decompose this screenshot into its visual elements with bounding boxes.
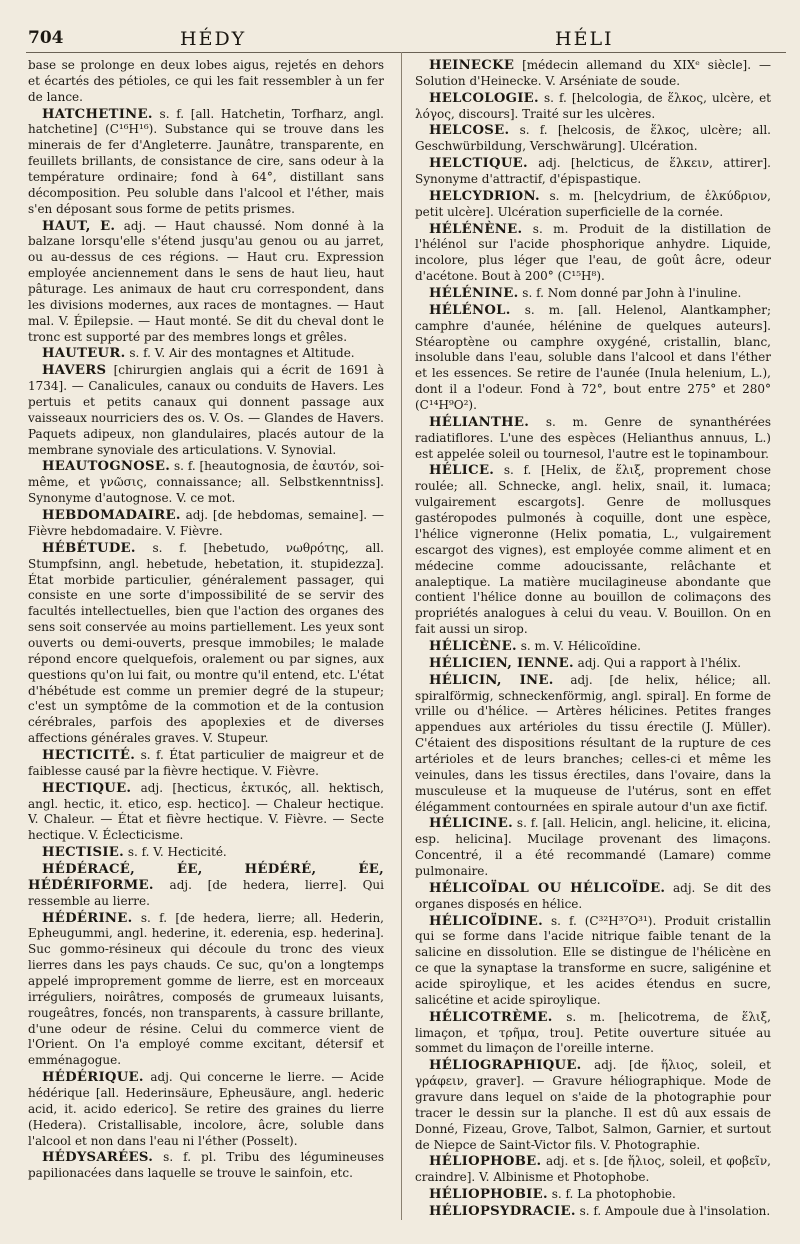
dictionary-entry <box>28 363 384 458</box>
right-column <box>415 58 771 1228</box>
left-running-head: HÉDY <box>180 28 247 50</box>
dictionary-entry <box>415 1154 771 1186</box>
dictionary-entry <box>28 107 384 218</box>
entry-headword: HÉLIOPHOBIE. <box>429 1187 548 1203</box>
entry-headword: HAUTEUR. <box>42 346 126 362</box>
dictionary-entry <box>28 911 384 1070</box>
entry-definition: adj. [hecticus, ἑκτικός, all. hektisch, angl. hectic, it. etico, esp. hectico]. — Chaleur hectique. V. Chaleur. — État et fièvre hectique. V. Fièvre. — Secte hectique. V. Éclecticisme. <box>28 780 384 843</box>
entry-definition: s. m. V. Hélicoïdine. <box>520 638 641 653</box>
dictionary-entry <box>415 415 771 463</box>
entry-definition: adj. [de helix, hélice; all. spiralförmig, schneckenförmig, angl. spiral]. En forme de vrille ou d'hélice. — Artères hélicines. Petites franges appendues aux artérioles du tissu érectile (J. Müller). C'étaient des dispositions résultant de la rupture de ces artérioles et de leurs branches; celles-ci et même les veinules, dans les tissus érectiles, dans l'ovaire, dans la musculeuse et la muqueuse de l'utérus, sont en effet élégamment contournées en spirale autour d'un axe fictif. <box>415 672 771 814</box>
right-running-head: HÉLI <box>555 28 614 50</box>
entry-headword: HECTICITÉ. <box>42 747 136 763</box>
entry-definition: s. f. [helcosis, de ἕλκος, ulcère; all. Geschwürbildung, Verschwärung]. Ulcération. <box>415 123 771 154</box>
entry-definition: adj. et s. [de ἥλιος, soleil, et φοβεῖν, craindre]. V. Albinisme et Photophobe. <box>415 1154 771 1185</box>
entry-headword: HÉLÉNINE. <box>429 286 519 302</box>
dictionary-entry <box>415 1010 771 1058</box>
entry-definition: s. f. V. Air des montagnes et Altitude. <box>129 346 355 361</box>
entry-headword: HEBDOMADAIRE. <box>42 508 181 524</box>
dictionary-entry <box>415 914 771 1009</box>
entry-definition: s. f. Nom donné par John à l'inuline. <box>522 286 742 301</box>
dictionary-entry <box>415 303 771 414</box>
entry-headword: HEINECKE <box>429 58 515 73</box>
entry-definition: [chirurgien anglais qui a écrit de 1691 à 1734]. — Canalicules, canaux ou conduits de Havers. Les pertuis et petits canaux qui donnent passage aux vaisseaux nourriciers des os. V. Os. — Glandes de Havers. Paquets adipeux, non glandulaires, placés autour de la membrane synoviale des articulations. V. Synovial. <box>28 363 384 457</box>
entry-definition: s. f. [heautognosia, de ἑαυτόν, soi-même, et γνῶσις, connaissance; all. Selbstkenntniss]. Synonyme d'autognose. V. ce mot. <box>28 459 384 506</box>
entry-definition: adj. [de hebdomas, semaine]. — Fièvre hebdomadaire. V. Fièvre. <box>28 508 384 538</box>
entry-headword: HÉLICOÏDAL OU HÉLICOÏDE. <box>429 880 666 896</box>
dictionary-entry <box>415 463 771 637</box>
dictionary-entry <box>28 508 384 540</box>
dictionary-entry <box>415 123 771 155</box>
entry-definition: adj. Qui a rapport à l'hélix. <box>577 655 742 670</box>
left-column <box>28 58 384 1228</box>
entry-headword: HÉLICOTRÈME. <box>429 1009 553 1025</box>
entry-headword: HÉLIOPHOBE. <box>429 1154 542 1170</box>
entry-definition: adj. — Haut chaussé. Nom donné à la balzane lorsqu'elle s'étend jusqu'au genou ou au jarret, ou au-dessus de ces régions. — Haut cru. Expression employée anciennement dans le sens de haut lieu, haut pâturage. Les animaux de haut cru correspondent, dans les divisions modernes, aux races de montagnes. — Haut mal. V. Épilepsie. — Haut monté. Se dit du cheval dont le tronc est supporté par des membres longs et grêles. <box>28 218 384 344</box>
entry-headword: HELCYDRION. <box>429 188 540 204</box>
entry-headword: HAVERS <box>42 363 107 379</box>
entry-definition: s. f. pl. Tribu des légumineuses papilionacées dans laquelle se trouve le sainfoin, etc. <box>28 1150 384 1181</box>
dictionary-entry <box>415 58 771 90</box>
entry-definition: adj. [helcticus, de ἕλκειν, attirer]. Synonyme d'attractif, d'épispastique. <box>415 156 771 187</box>
entry-definition: s. m. Produit de la distillation de l'hélénol sur l'acide phosphorique anhydre. Liquide, incolore, plus léger que l'eau, de goût âcre, odeur d'acétone. Bout à 200° (C¹⁵H⁸). <box>415 221 771 284</box>
entry-definition: adj. [de hedera, lierre]. Qui ressemble au lierre. <box>28 877 384 908</box>
dictionary-entry <box>415 1187 771 1203</box>
entry-headword: HELCOSE. <box>429 123 510 139</box>
entry-definition: s. m. [helcydrium, de ἑλκύδριον, petit ulcère]. Ulcération superficielle de la cornée. <box>415 188 771 219</box>
dictionary-entry <box>415 156 771 188</box>
entry-definition: s. f. [Helix, de ἕλιξ, proprement chose roulée; all. Schnecke, angl. helix, snail, it. lumaca; vulgairement escargots]. Genre de mollusques gastéropodes pulmonés à coquille, dont une espèce, l'hélice vigneronne (Helix pomatia, L., vulgairement escargot des vignes), est employée comme aliment et en médecine comme adoucissante, relâchante et analeptique. La matière mucilagineuse abondante que contient l'hélice donne au bouillon de colimaçons des propriétés analogues à celui du veau. V. Bouillon. On en fait aussi un sirop. <box>415 463 771 637</box>
entry-headword: HÉLICÈNE. <box>429 638 517 654</box>
entry-headword: HÉLIOPSYDRACIE. <box>429 1204 576 1220</box>
entry-definition: adj. Se dit des organes disposés en hélice. <box>415 880 771 911</box>
entry-headword: HELCTIQUE. <box>429 156 528 172</box>
entry-definition: s. f. [all. Hatchetin, Torfharz, angl. hatchetine] (C¹⁶H¹⁶). Substance qui se trouve dans les minerais de fer d'Angleterre. Jaunâtre, transparente, en feuillets brillants, de consistance de cire, sans odeur à la température ordinaire; fond à 64°, distillant sans décomposition. Peu soluble dans l'alcool et l'éther, mais s'en déposant sous forme de petits prismes. <box>28 106 384 216</box>
entry-headword: HÉLIOGRAPHIQUE. <box>429 1058 582 1074</box>
entry-headword: HEAUTOGNOSE. <box>42 459 171 475</box>
entry-definition: s. f. [hebetudo, νωθρότης, all. Stumpfsinn, angl. hebetude, hebetation, it. stupidezza]. État morbide particulier, généralement passager, qui consiste en une sorte d'impossibilité de se servir des facultés intellectuelles, bien que l'action des organes des sens soit conservée au moins partiellement. Les yeux sont ouverts ou demi-ouverts, presque immobiles; le malade répond encore quelquefois, oralement ou par signes, aux questions qu'on lui fait, ou montre qu'il entend, etc. L'état d'hébétude est comme un premier degré de la stupeur; c'est un symptôme de la commotion et de la contusion cérébrales, parfois des apoplexies et de diverses affections générales graves. V. Stupeur. <box>28 540 384 746</box>
dictionary-entry <box>415 189 771 221</box>
dictionary-entry <box>28 845 384 861</box>
entry-headword: HAUT, E. <box>42 218 116 234</box>
entry-headword: HÉDÉRIQUE. <box>42 1070 144 1086</box>
column-divider <box>401 52 402 1220</box>
entry-headword: HÉLICIN, INE. <box>429 672 554 688</box>
dictionary-entry <box>415 656 771 672</box>
entry-definition: adj. [de ἥλιος, soleil, et γράφειν, graver]. — Gravure héliographique. Mode de gravure dans lequel on s'aide de la photographie pour tracer le dessin sur la planche. Il est dû aux essais de Donné, Fizeau, Grove, Talbot, Salmon, Garnier, et surtout de Niepce de Saint-Victor fils. V. Photographie. <box>415 1058 771 1152</box>
entry-definition: base se prolonge en deux lobes aigus, rejetés en dehors et écartés des pétioles, ce qui les fait ressembler à un fer de lance. <box>28 58 384 104</box>
dictionary-entry <box>28 748 384 780</box>
entry-headword: HÉBÉTUDE. <box>42 540 136 556</box>
header-rule <box>26 52 786 53</box>
dictionary-entry <box>28 58 384 106</box>
dictionary-entry <box>28 1150 384 1182</box>
dictionary-entry <box>415 91 771 123</box>
entry-headword: HÉLIANTHE. <box>429 414 530 430</box>
dictionary-entry <box>415 222 771 285</box>
entry-headword: HELCOLOGIE. <box>429 90 539 106</box>
dictionary-entry <box>28 459 384 507</box>
entry-definition: s. m. [helicotrema, de ἕλιξ, limaçon, et τρῆμα, trou]. Petite ouverture située au sommet du limaçon de l'oreille interne. <box>415 1009 771 1056</box>
entry-headword: HECTIQUE. <box>42 780 132 796</box>
entry-headword: HÉLÉNÈNE. <box>429 221 523 237</box>
dictionary-entry <box>28 346 384 362</box>
dictionary-entry <box>415 1058 771 1153</box>
dictionary-entry <box>28 1070 384 1149</box>
entry-definition: s. m. Genre de synanthérées radiatiflores. L'une des espèces (Helianthus annuus, L.) est appelée soleil ou tournesol, l'autre est le topinambour. <box>415 414 771 461</box>
dictionary-entry <box>415 1204 771 1220</box>
entry-headword: HÉLICOÏDINE. <box>429 913 544 929</box>
dictionary-entry <box>28 541 384 747</box>
entry-definition: s. f. État particulier de maigreur et de faiblesse causé par la fièvre hectique. V. Fièvre. <box>28 747 384 778</box>
entry-headword: HÉDÉRINE. <box>42 910 133 926</box>
dictionary-entry <box>28 219 384 346</box>
entry-definition: s. f. V. Hecticité. <box>127 845 227 860</box>
dictionary-entry <box>28 862 384 910</box>
entry-headword: HATCHETINE. <box>42 106 153 122</box>
entry-definition: adj. Qui concerne le lierre. — Acide hédérique [all. Hederinsäure, Epheusäure, angl. hederic acid, it. acido ederico]. Se retire des graines du lierre (Hedera). Cristallisable, incolore, âcre, soluble dans l'alcool et non dans l'eau ni l'éther (Posselt). <box>28 1070 384 1148</box>
entry-headword: HÉLICINE. <box>429 816 514 832</box>
page-number: 704 <box>28 28 64 48</box>
dictionary-entry <box>415 673 771 816</box>
entry-headword: HÉDYSARÉES. <box>42 1150 154 1166</box>
entry-definition: s. f. [helcologia, de ἕλκος, ulcère, et λόγος, discours]. Traité sur les ulcères. <box>415 90 771 121</box>
entry-definition: s. f. [de hedera, lierre; all. Hederin, Epheugummi, angl. hederine, it. ederenia, esp. hederina]. Suc gommo-résineux qui découle du tronc des vieux lierres dans les pays chauds. Ce suc, qu'on a longtemps appelé improprement gomme de lierre, est en morceaux irréguliers, noirâtres, composés de grumeaux luisants, rougeâtres, foncés, non transparents, à cassure brillante, d'une odeur de résine. Celui du commerce vient de l'Orient. On l'a employé comme excitant, détersif et emménagogue. <box>28 910 384 1068</box>
dictionary-entry <box>415 639 771 655</box>
dictionary-entry <box>415 286 771 302</box>
entry-definition: s. f. La photophobie. <box>551 1187 676 1202</box>
entry-definition: s. f. Ampoule due à l'insolation. <box>579 1204 771 1219</box>
dictionary-entry <box>28 781 384 844</box>
entry-headword: HÉLICE. <box>429 463 495 479</box>
entry-headword: HÉDÉRACÉ, ÉE, HÉDÉRÉ, ÉE, HÉDÉRIFORME. <box>28 861 384 893</box>
dictionary-entry <box>415 816 771 879</box>
entry-headword: HÉLICIEN, IENNE. <box>429 655 574 671</box>
entry-definition: s. f. [all. Helicin, angl. helicine, it. elicina, esp. helicina]. Mucilage provenant des limaçons. Concentré, il a été recommandé (Lamare) comme pulmonaire. <box>415 816 771 878</box>
entry-definition: [médecin allemand du XIXᵉ siècle]. — Solution d'Heinecke. V. Arséniate de soude. <box>415 58 771 88</box>
entry-definition: s. m. [all. Helenol, Alantkampher; camphre d'aunée, hélénine de quelques auteurs]. Stéaroptène ou camphre oxygéné, cristallin, blanc, insoluble dans l'eau, soluble dans l'alcool et dans l'éther et les essences. Se retire de l'aunée (Inula helenium, L.), dont il a l'odeur. Fond à 72°, bout entre 275° et 280° (C¹⁴H⁹O²). <box>415 302 771 413</box>
entry-definition: s. f. (C³²H³⁷O³¹). Produit cristallin qui se forme dans l'acide nitrique faible tenant de la salicine en dissolution. Elle se distingue de l'hélicène en ce que la synaptase la transforme en sucre, saligénine et acide spiroylique, et les acides étendus en sucre, salicétine et acide spiroylique. <box>415 913 771 1007</box>
dictionary-entry <box>415 881 771 913</box>
entry-headword: HECTISIE. <box>42 845 125 861</box>
entry-headword: HÉLÉNOL. <box>429 302 511 318</box>
